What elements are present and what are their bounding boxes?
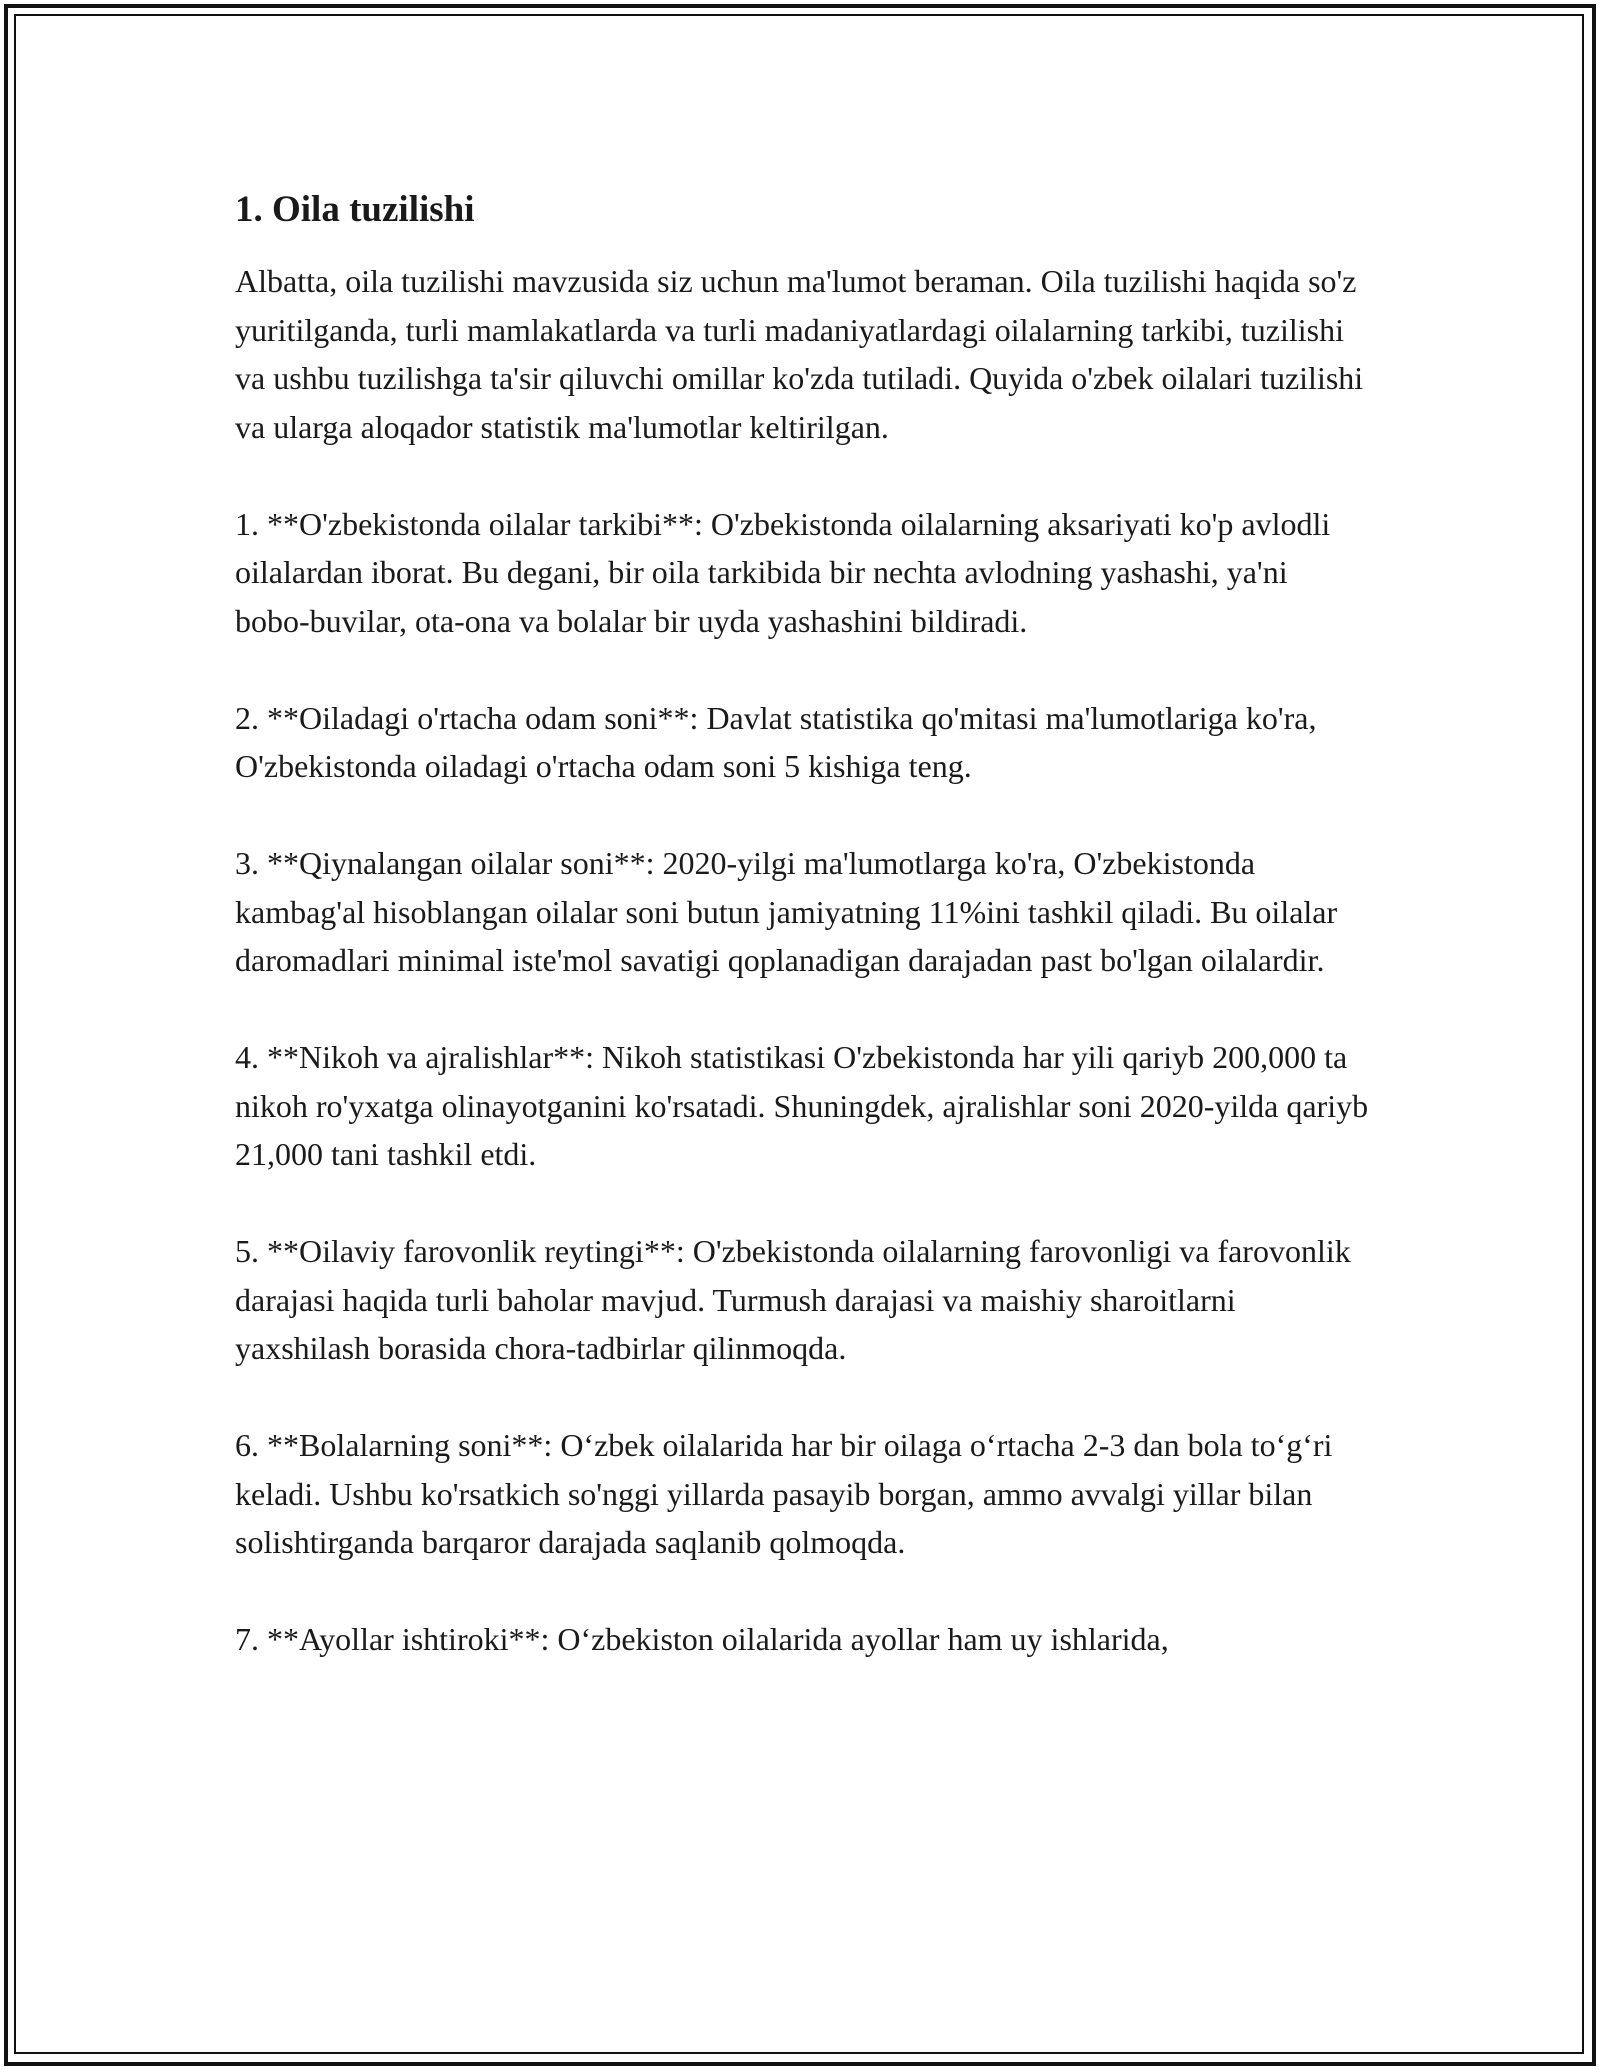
list-item-4: 4. **Nikoh va ajralishlar**: Nikoh statistikasi O'zbekistonda har yili qariyb 200,000 ta nikoh ro'yxatga olinayotganini ko'rsatadi. Shuningdek, ajralishlar soni 2020-yilda qariyb 21,000 tani tashkil etdi. [235, 1039, 1369, 1172]
list-item-3: 3. **Qiynalangan oilalar soni**: 2020-yilgi ma'lumotlarga ko'ra, O'zbekistonda kambag'al hisoblangan oilalar soni butun jamiyatning 11%ini tashkil qiladi. Bu oilalar daromadlari minimal iste'mol savatigi qoplanadigan darajadan past bo'lgan oilalardir. [235, 845, 1338, 978]
section-heading: 1. Oila tuzilishi [235, 189, 475, 230]
list-item-5: 5. **Oilaviy farovonlik reytingi**: O'zbekistonda oilalarning farovonligi va farovonlik darajasi haqida turli baholar mavjud. Turmush darajasi va maishiy sharoitlarni yaxshilash borasida chora-tadbirlar qilinmoqda. [235, 1233, 1351, 1366]
list-item-2: 2. **Oiladagi o'rtacha odam soni**: Davlat statistika qo'mitasi ma'lumotlariga ko'ra, O'zbekistonda oiladagi o'rtacha odam soni 5 kishiga teng. [235, 699, 1317, 784]
list-item-1: 1. **O'zbekistonda oilalar tarkibi**: O'zbekistonda oilalarning aksariyati ko'p avlodli oilalardan iborat. Bu degani, bir oila tarkibida bir nechta avlodning yashashi, ya'ni bobo-buvilar, ota-ona va bolalar bir uyda yashashini bildiradi. [235, 505, 1331, 639]
intro-paragraph: Albatta, oila tuzilishi mavzusida siz uchun ma'lumot beraman. Oila tuzilishi haqida so'z yuritilganda, turli mamlakatlarda va turli madaniyatlardagi oilalarning tarkibi, tuzilishi va ushbu tuzilishga ta'sir qiluvchi omillar ko'zda tutiladi. Quyida o'zbek oilalari tuzilishi va ularga aloqador statistik ma'lumotlar keltirilgan. [235, 263, 1364, 445]
list-item-7: 7. **Ayollar ishtiroki**: O‘zbekiston oilalarida ayollar ham uy ishlarida, [235, 1621, 1169, 1657]
document-body [235, 185, 1370, 1712]
list-item-6: 6. **Bolalarning soni**: O‘zbek oilalarida har bir oilaga o‘rtacha 2-3 dan bola to‘g‘ri keladi. Ushbu ko'rsatkich so'nggi yillarda pasayib borgan, ammo avvalgi yillar bilan solishtirganda barqaror darajada saqlanib qolmoqda. [235, 1427, 1333, 1560]
